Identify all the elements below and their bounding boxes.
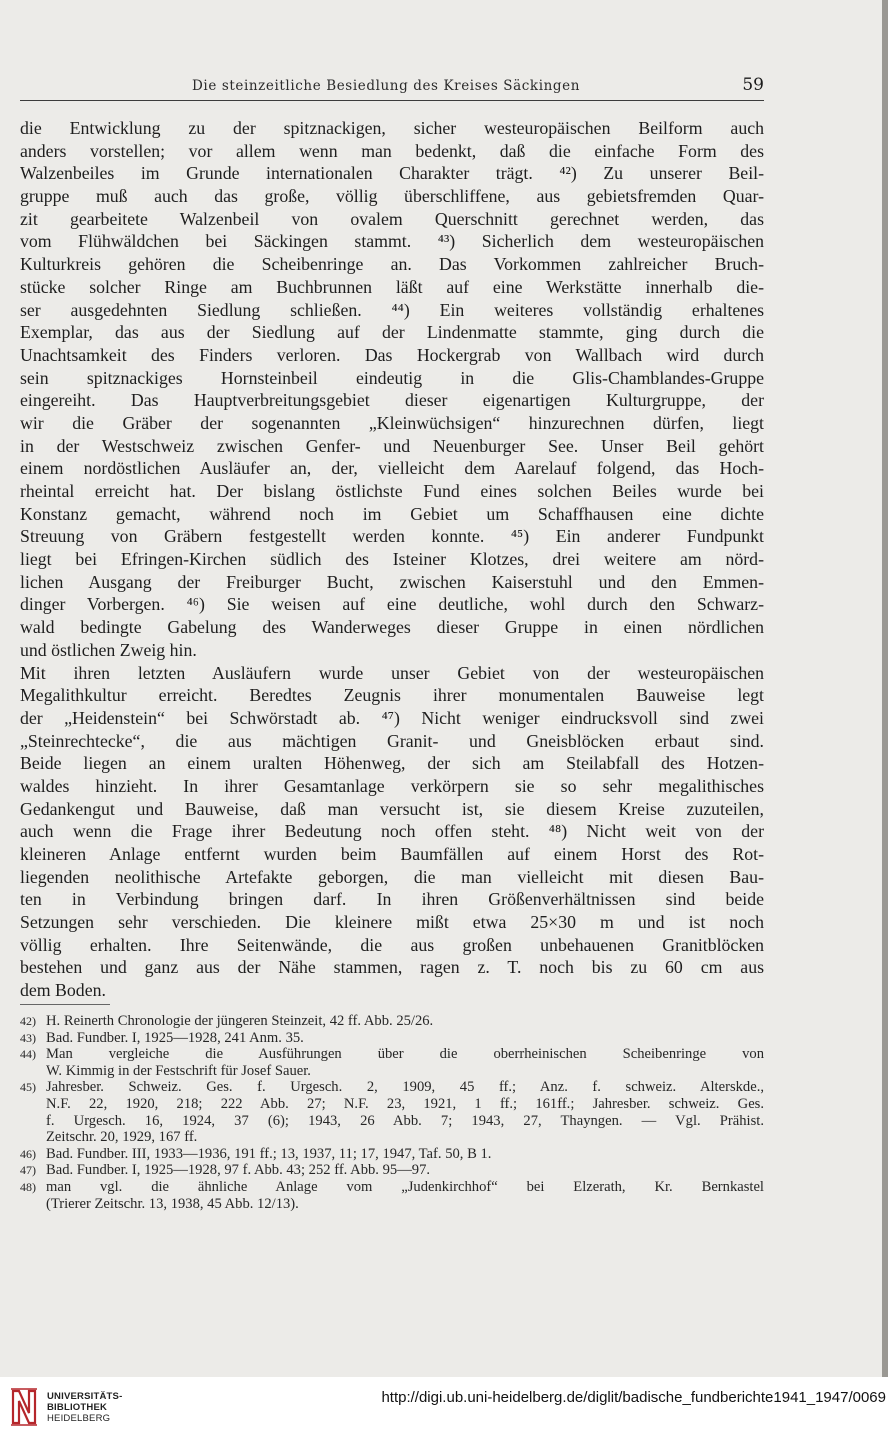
- text-line: der „Heidenstein“ bei Schwörstadt ab. ⁴⁷) Nicht weniger eindrucksvoll sind zwei: [20, 707, 764, 728]
- text-line: Gedankengut und Bauweise, daß man versucht ist, sie diesem Kreise zuzuteilen,: [20, 798, 764, 819]
- text-line: stücke solcher Ringe am Buchbrunnen läßt auf eine Werkstätte innerhalb die-: [20, 276, 764, 297]
- text-line: lichen Ausgang der Freiburger Bucht, zwischen Kaiserstuhl und den Emmen-: [20, 571, 764, 592]
- footnote-line: (Trierer Zeitschr. 13, 1938, 45 Abb. 12/13).: [46, 1195, 299, 1212]
- library-logo-icon: [9, 1387, 39, 1427]
- footnote: [20, 1079, 764, 1145]
- text-line: und östlichen Zweig hin.: [20, 639, 197, 660]
- text-line: einem nordöstlichen Ausläufer an, der, vielleicht dem Aarelauf folgend, das Hoch-: [20, 458, 764, 479]
- text-line: ser ausgedehnten Siedlung schließen. ⁴⁴) Ein weiteres vollständig erhaltenes: [20, 299, 764, 320]
- text-line: anders vorstellen; vor allem wenn man bedenkt, daß die einfache Form des: [20, 140, 764, 161]
- footnote: [20, 1046, 764, 1079]
- library-name-line3: HEIDELBERG: [47, 1413, 111, 1424]
- text-line: Walzenbeiles im Grunde internationalen Charakter trägt. ⁴²) Zu unserer Beil-: [20, 163, 764, 184]
- text-line: sein spitznackiges Hornsteinbeil eindeutig in die Glis-Chamblandes-Gruppe: [20, 367, 764, 388]
- footnote-line: Bad. Fundber. I, 1925—1928, 97 f. Abb. 43; 252 ff. Abb. 95—97.: [46, 1162, 431, 1179]
- footnote-line: Jahresber. Schweiz. Ges. f. Urgesch. 2, 1909, 45 ff.; Anz. f. schweiz. Alterskde.,: [46, 1079, 764, 1096]
- footnote-line: H. Reinerth Chronologie der jüngeren Steinzeit, 42 ff. Abb. 25/26.: [46, 1013, 434, 1029]
- footnote-line: N.F. 22, 1920, 218; 222 Abb. 27; N.F. 23, 1921, 1 ff.; 161ff.; Jahresber. schweiz. Ges.: [46, 1095, 764, 1112]
- footnote-number: 47): [20, 1163, 36, 1178]
- library-name-line1: UNIVERSITÄTS-: [47, 1391, 123, 1402]
- footnote-line: f. Urgesch. 16, 1924, 37 (6); 1943, 26 Abb. 7; 1943, 27, Thayngen. — Vgl. Prähist.: [46, 1112, 764, 1129]
- footnote-number: 45): [20, 1080, 36, 1095]
- text-line: eingereiht. Das Hauptverbreitungsgebiet dieser eigenartigen Kulturgruppe, der: [20, 390, 764, 411]
- text-line: kleineren Anlage entfernt wurden beim Baumfällen auf einem Horst des Rot-: [20, 844, 764, 864]
- running-title: Die steinzeitliche Besiedlung des Kreises Säckingen: [192, 78, 581, 94]
- text-line: völlig erhalten. Ihre Seitenwände, die aus großen unbehauenen Granitblöcken: [20, 934, 764, 955]
- text-line: ten in Verbindung bringen darf. In ihren Größenverhältnissen sind beide: [20, 889, 764, 910]
- footnote-number: 46): [20, 1146, 36, 1161]
- text-line: Kulturkreis gehören die Scheibenringe an. Das Vorkommen zahlreicher Bruch-: [20, 254, 764, 275]
- text-line: Beide liegen an einem uralten Höhenweg, der sich am Steilabfall des Hotzen-: [20, 753, 764, 774]
- text-line: Megalithkultur erreicht. Beredtes Zeugnis ihrer monumentalen Bauweise legt: [20, 685, 764, 706]
- footnote: [20, 1162, 764, 1179]
- text-line: waldes hinzieht. In ihrer Gesamtanlage verkörpern sie so sehr megalithisches: [20, 775, 764, 796]
- footnote-line: man vgl. die ähnliche Anlage vom „Judenkirchhof“ bei Elzerath, Kr. Bernkastel: [46, 1178, 764, 1195]
- viewer-footer: [0, 1377, 894, 1439]
- footnote: [20, 1013, 764, 1030]
- text-line: zit gearbeitete Walzenbeil von ovalem Querschnitt gerechnet werden, das: [20, 208, 764, 229]
- footnote: [20, 1179, 764, 1212]
- text-line: Exemplar, das aus der Siedlung auf der Lindenmatte stammte, ging durch die: [20, 322, 764, 343]
- footnote-number: 44): [20, 1047, 36, 1062]
- footnote-separator: [20, 1004, 110, 1005]
- text-line: „Steinrechtecke“, die aus mächtigen Granit- und Gneisblöcken erbaut sind.: [20, 730, 764, 751]
- text-line: Mit ihren letzten Ausläufern wurde unser Gebiet von der westeuropäischen: [20, 662, 764, 683]
- text-line: wir die Gräber der sogenannten „Kleinwüchsigen“ hinzurechnen dürfen, liegt: [20, 412, 764, 433]
- text-line: in der Westschweiz zwischen Genfer- und Neuenburger See. Unser Beil gehört: [20, 435, 764, 456]
- footnote-line: Bad. Fundber. III, 1933—1936, 191 ff.; 13, 1937, 11; 17, 1947, Taf. 50, B 1.: [46, 1145, 492, 1162]
- text-line: die Entwicklung zu der spitznackigen, sicher westeuropäischen Beilform auch: [20, 118, 764, 138]
- text-line: liegt bei Efringen-Kirchen südlich des Isteiner Klotzes, drei weitere am nörd-: [20, 549, 764, 570]
- footnote: [20, 1030, 764, 1047]
- text-line: auch wenn die Frage ihrer Bedeutung noch offen steht. ⁴⁸) Nicht weit von der: [20, 821, 764, 842]
- text-line: dem Boden.: [20, 980, 106, 1001]
- footnote-line: Man vergleiche die Ausführungen über die oberrheinischen Scheibenringe von: [46, 1046, 764, 1063]
- library-name: [47, 1391, 122, 1424]
- footnote-line: W. Kimmig in der Festschrift für Josef Sauer.: [46, 1062, 311, 1079]
- text-line: Streuung von Gräbern festgestellt werden konnte. ⁴⁵) Ein anderer Fundpunkt: [20, 526, 764, 547]
- text-line: gruppe muß auch das große, völlig überschliffene, aus gebietsfremden Quar-: [20, 186, 764, 207]
- running-header: [20, 72, 764, 101]
- text-line: bestehen und ganz aus der Nähe stammen, ragen z. T. noch bis zu 60 cm aus: [20, 957, 764, 978]
- footnote-number: 42): [20, 1014, 36, 1028]
- text-line: vom Flühwäldchen bei Säckingen stammt. ⁴³) Sicherlich dem westeuropäischen: [20, 231, 764, 252]
- text-line: rheintal erreicht hat. Der bislang östlichste Fund eines solchen Beiles wurde bei: [20, 481, 764, 501]
- text-line: Setzungen sehr verschieden. Die kleinere mißt etwa 25×30 m und ist noch: [20, 912, 764, 933]
- text-line: Unachtsamkeit des Finders verloren. Das Hockergrab von Wallbach wird durch: [20, 344, 764, 365]
- footnote-number: 43): [20, 1030, 36, 1045]
- footnote-line: Bad. Fundber. I, 1925—1928, 241 Anm. 35.: [46, 1029, 304, 1046]
- footnotes: [20, 1013, 764, 1212]
- permalink-url[interactable]: http://digi.ub.uni-heidelberg.de/diglit/badische_fundberichte1941_1947/0069: [381, 1389, 886, 1406]
- text-line: wald bedingte Gabelung des Wanderweges dieser Gruppe in einen nördlichen: [20, 617, 764, 638]
- page-number: 59: [742, 75, 764, 95]
- footnote: [20, 1146, 764, 1163]
- footnote-line: Zeitschr. 20, 1929, 167 ff.: [46, 1129, 198, 1146]
- page-edge-shadow: [882, 0, 888, 1377]
- text-line: Konstanz gemacht, während noch im Gebiet um Schaffhausen eine dichte: [20, 503, 764, 524]
- body-text: [20, 117, 764, 1002]
- text-line: liegenden neolithische Artefakte geborgen, die man vielleicht mit diesen Bau-: [20, 866, 764, 887]
- library-name-line2: BIBLIOTHEK: [47, 1402, 108, 1413]
- footnote-number: 48): [20, 1179, 36, 1194]
- text-line: dinger Vorbergen. ⁴⁶) Sie weisen auf eine deutliche, wohl durch den Schwarz-: [20, 594, 764, 615]
